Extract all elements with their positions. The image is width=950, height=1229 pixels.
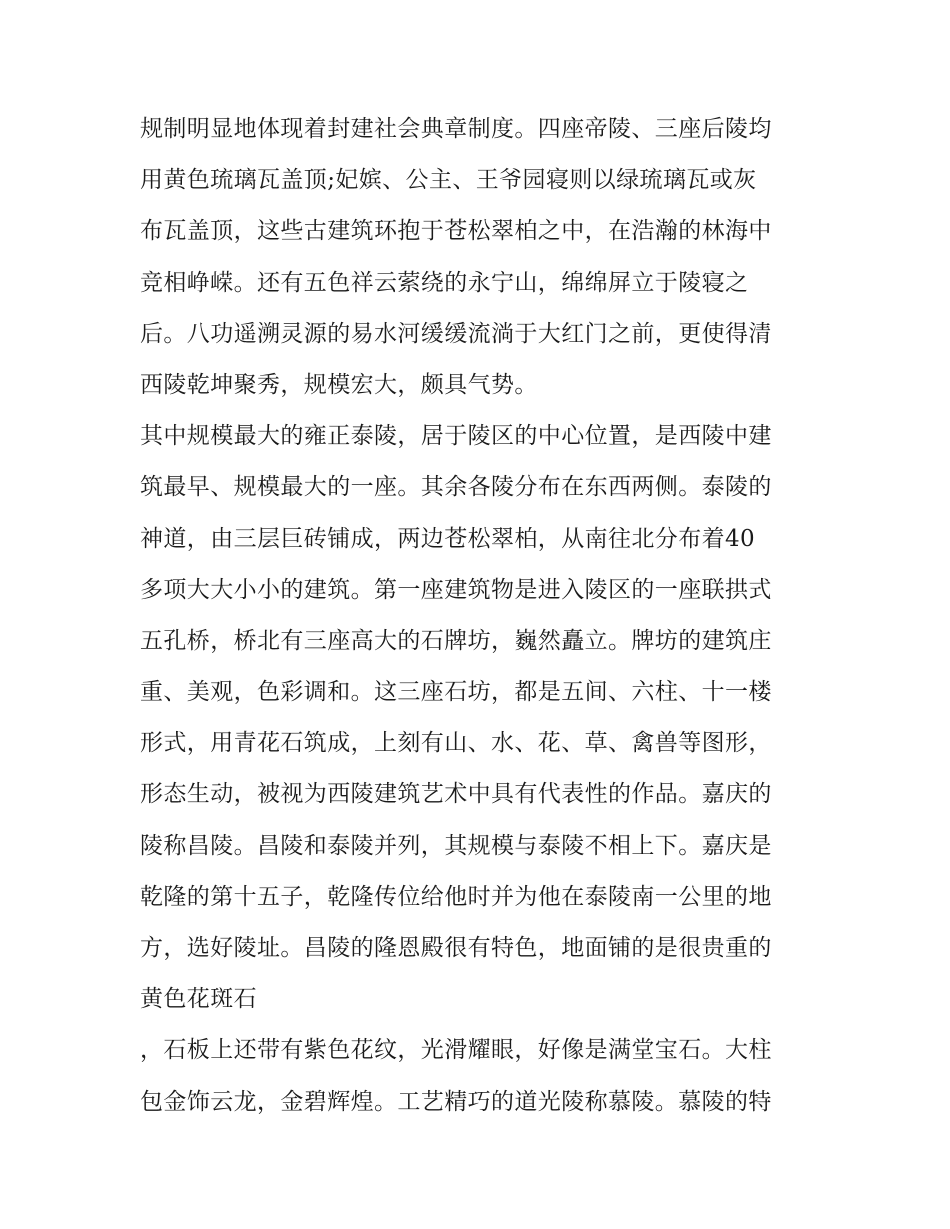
- text-line: ，石板上还带有紫色花纹，光滑耀眼，好像是满堂宝石。大柱: [140, 1037, 772, 1064]
- text-line: 黄色花斑石: [140, 986, 257, 1013]
- text-line: 筑最早、规模最大的一座。其余各陵分布在东西两侧。泰陵的: [140, 474, 772, 501]
- text-line: 多项大大小小的建筑。第一座建筑物是进入陵区的一座联拱式: [140, 576, 772, 603]
- text-line: 后。八功遥溯灵源的易水河缓缓流淌于大红门之前，更使得清: [140, 320, 772, 347]
- text-line: 陵称昌陵。昌陵和泰陵并列，其规模与泰陵不相上下。嘉庆是: [140, 832, 772, 859]
- text-line: 重、美观，色彩调和。这三座石坊，都是五间、六柱、十一楼: [140, 679, 772, 706]
- text-line: 布瓦盖顶，这些古建筑环抱于苍松翠柏之中，在浩瀚的林海中: [140, 218, 772, 245]
- text-line: 用黄色琉璃瓦盖顶;妃嫔、公主、王爷园寝则以绿琉璃瓦或灰: [140, 167, 757, 194]
- text-line: 包金饰云龙，金碧辉煌。工艺精巧的道光陵称慕陵。慕陵的特: [140, 1088, 772, 1115]
- text-line: 竞相峥嵘。还有五色祥云萦绕的永宁山，绵绵屏立于陵寝之: [140, 269, 749, 296]
- text-line: 其中规模最大的雍正泰陵，居于陵区的中心位置，是西陵中建: [140, 423, 772, 450]
- text-line: 五孔桥，桥北有三座高大的石牌坊，巍然矗立。牌坊的建筑庄: [140, 627, 772, 654]
- text-line: 形态生动，被视为西陵建筑艺术中具有代表性的作品。嘉庆的: [140, 781, 772, 808]
- text-line: 形式，用青花石筑成，上刻有山、水、花、草、禽兽等图形，: [140, 730, 772, 757]
- text-line: 方，选好陵址。昌陵的隆恩殿很有特色，地面铺的是很贵重的: [140, 935, 772, 961]
- text-line: 神道，由三层巨砖铺成，两边苍松翠柏，从南往北分布着40: [140, 525, 756, 552]
- text-line: 乾隆的第十五子，乾隆传位给他时并为他在泰陵南一公里的地: [140, 883, 772, 910]
- body-text: [140, 104, 820, 1128]
- text-line: 西陵乾坤聚秀，规模宏大，颇具气势。: [140, 371, 538, 398]
- text-line: 规制明显地体现着封建社会典章制度。四座帝陵、三座后陵均: [140, 116, 772, 142]
